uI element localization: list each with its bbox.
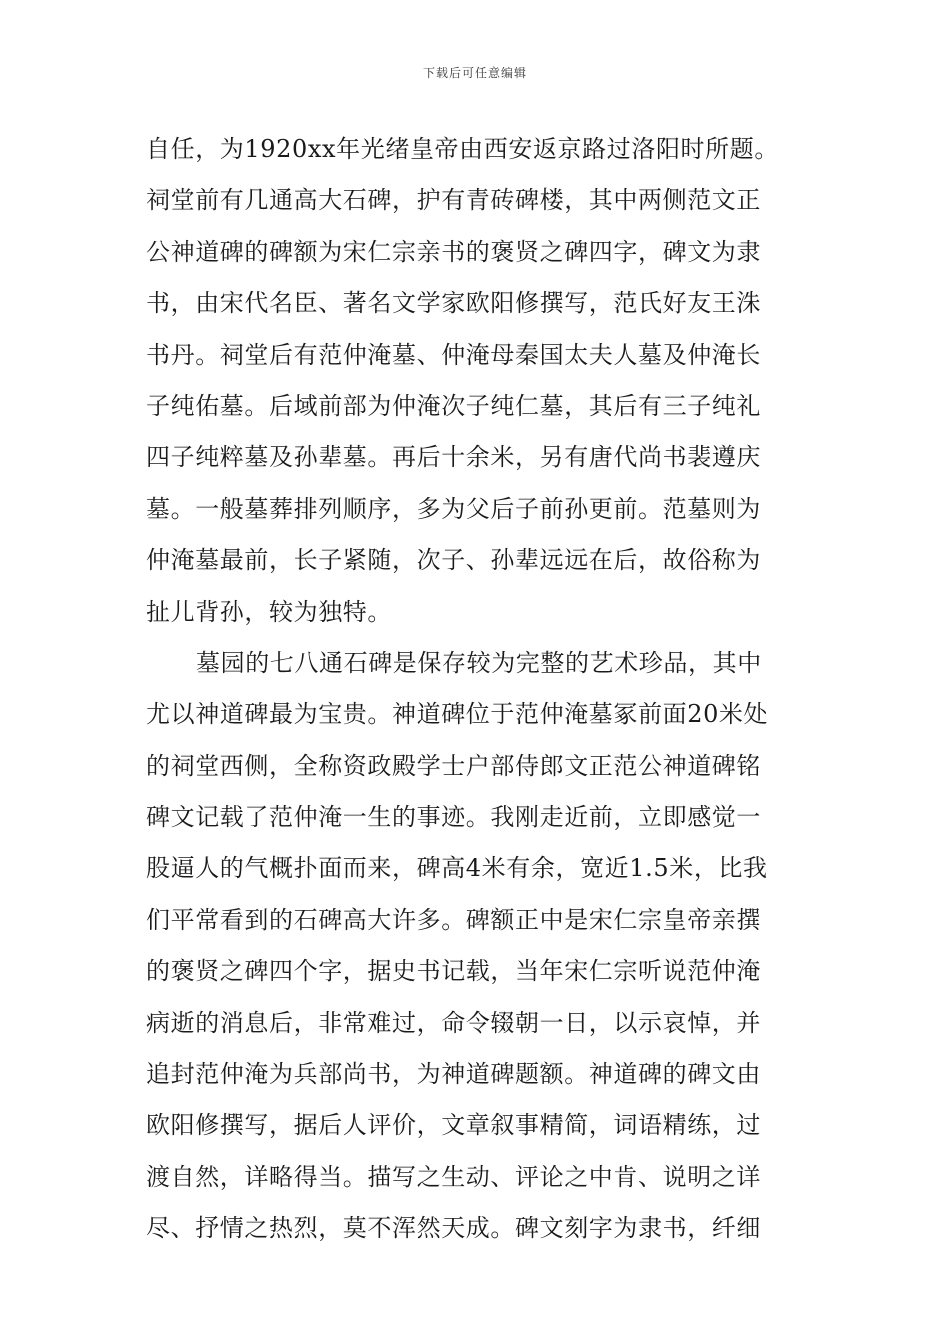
text-line: 病逝的消息后，非常难过，命令辍朝一日，以示哀悼，并 <box>146 1008 761 1037</box>
text-line: 尽、抒情之热烈，莫不浑然天成。碑文刻字为隶书，纤细 <box>146 1214 761 1243</box>
text-line: 们平常看到的石碑高大许多。碑额正中是宋仁宗皇帝亲撰 <box>146 905 761 934</box>
text-line: 追封范仲淹为兵部尚书，为神道碑题额。神道碑的碑文由 <box>146 1060 761 1089</box>
document-body <box>146 124 810 1255</box>
text-line: 书，由宋代名臣、著名文学家欧阳修撰写，范氏好友王洙 <box>146 289 761 318</box>
text-line: 尤以神道碑最为宝贵。神道碑位于范仲淹墓冢前面20米处 <box>146 700 769 729</box>
text-line: 四子纯粹墓及孙辈墓。再后十余米，另有唐代尚书裴遵庆 <box>146 443 761 472</box>
text-line: 股逼人的气概扑面而来，碑高4米有余，宽近1.5米，比我 <box>146 854 768 883</box>
text-line: 扯儿背孙，较为独特。 <box>146 597 392 626</box>
text-line: 碑文记载了范仲淹一生的事迹。我刚走近前，立即感觉一 <box>146 803 761 832</box>
text-line: 欧阳修撰写，据后人评价，文章叙事精简，词语精练，过 <box>146 1111 761 1140</box>
text-line: 仲淹墓最前，长子紧随，次子、孙辈远远在后，故俗称为 <box>146 546 761 575</box>
text-line: 渡自然，详略得当。描写之生动、评论之中肯、说明之详 <box>146 1162 761 1191</box>
text-line: 祠堂前有几通高大石碑，护有青砖碑楼，其中两侧范文正 <box>146 186 761 215</box>
text-line: 公神道碑的碑额为宋仁宗亲书的褒贤之碑四字，碑文为隶 <box>146 237 761 266</box>
paragraph-first-line: 墓园的七八通石碑是保存较为完整的艺术珍品，其中 <box>196 648 762 677</box>
page-header: 下载后可任意编辑 <box>422 66 527 80</box>
text-line: 墓。一般墓葬排列顺序，多为父后子前孙更前。范墓则为 <box>146 494 761 523</box>
text-line: 的祠堂西侧，全称资政殿学士户部侍郎文正范公神道碑铭 <box>146 751 761 780</box>
text-line: 自任，为1920xx年光绪皇帝由西安返京路过洛阳时所题。 <box>146 135 779 163</box>
text-line: 的褒贤之碑四个字，据史书记载，当年宋仁宗听说范仲淹 <box>146 957 761 986</box>
text-line: 书丹。祠堂后有范仲淹墓、仲淹母秦国太夫人墓及仲淹长 <box>146 340 761 369</box>
text-line: 子纯佑墓。后域前部为仲淹次子纯仁墓，其后有三子纯礼 <box>146 391 761 420</box>
